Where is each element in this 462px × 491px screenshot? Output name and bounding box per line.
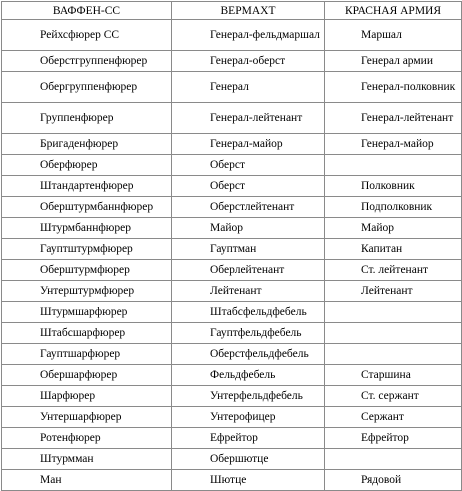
table-row [2, 176, 462, 197]
cell-red-army: Лейтенант [325, 281, 462, 302]
cell-red-army: Ефрейтор [325, 428, 462, 449]
table-row [2, 449, 462, 470]
table-row [2, 470, 462, 491]
cell-waffen-ss: Гауптштурмфюрер [2, 239, 172, 260]
cell-wehrmacht: Генерал-лейтенант [172, 103, 325, 134]
header-red-army: КРАСНАЯ АРМИЯ [325, 2, 462, 20]
cell-red-army: Старшина [325, 365, 462, 386]
cell-waffen-ss: Штандартенфюрер [2, 176, 172, 197]
cell-wehrmacht: Лейтенант [172, 281, 325, 302]
rank-comparison-table [1, 1, 462, 491]
cell-wehrmacht: Майор [172, 218, 325, 239]
table-row [2, 407, 462, 428]
header-waffen-ss: ВАФФЕН-СС [2, 2, 172, 20]
cell-wehrmacht: Оберст [172, 176, 325, 197]
cell-wehrmacht: Гауптман [172, 239, 325, 260]
cell-waffen-ss: Штабсшарфюрер [2, 323, 172, 344]
table-row [2, 51, 462, 72]
cell-wehrmacht: Унтерфельдфебель [172, 386, 325, 407]
table-row [2, 281, 462, 302]
page [1, 1, 462, 491]
cell-red-army: Сержант [325, 407, 462, 428]
cell-waffen-ss: Группенфюрер [2, 103, 172, 134]
cell-wehrmacht: Оберст [172, 155, 325, 176]
cell-wehrmacht: Гауптфельдфебель [172, 323, 325, 344]
cell-red-army: Майор [325, 218, 462, 239]
table-row [2, 155, 462, 176]
table-row [2, 365, 462, 386]
cell-waffen-ss: Обергруппенфюрер [2, 72, 172, 103]
cell-waffen-ss: Штурмман [2, 449, 172, 470]
cell-red-army: Полковник [325, 176, 462, 197]
cell-red-army [325, 449, 462, 470]
cell-waffen-ss: Обершарфюрер [2, 365, 172, 386]
cell-red-army: Генерал-майор [325, 134, 462, 155]
cell-waffen-ss: Гауптшарфюрер [2, 344, 172, 365]
header-wehrmacht: ВЕРМАХТ [172, 2, 325, 20]
cell-red-army [325, 155, 462, 176]
cell-waffen-ss: Штурмшарфюрер [2, 302, 172, 323]
cell-wehrmacht: Генерал-оберст [172, 51, 325, 72]
cell-waffen-ss: Ман [2, 470, 172, 491]
cell-waffen-ss: Бригаденфюрер [2, 134, 172, 155]
cell-red-army: Подполковник [325, 197, 462, 218]
cell-red-army: Генерал армии [325, 51, 462, 72]
cell-red-army [325, 302, 462, 323]
table-row [2, 218, 462, 239]
cell-waffen-ss: Штурмбаннфюрер [2, 218, 172, 239]
cell-waffen-ss: Оберстгруппенфюрер [2, 51, 172, 72]
cell-red-army [325, 344, 462, 365]
table-row [2, 20, 462, 51]
cell-red-army: Ст. сержант [325, 386, 462, 407]
table-row [2, 103, 462, 134]
cell-wehrmacht: Обершютце [172, 449, 325, 470]
table-row [2, 428, 462, 449]
cell-waffen-ss: Шарфюрер [2, 386, 172, 407]
cell-waffen-ss: Ротенфюрер [2, 428, 172, 449]
table-row [2, 134, 462, 155]
cell-red-army: Генерал-лейтенант [325, 103, 462, 134]
table-row [2, 323, 462, 344]
cell-red-army: Рядовой [325, 470, 462, 491]
cell-waffen-ss: Оберштурмбаннфюрер [2, 197, 172, 218]
cell-wehrmacht: Оберлейтенант [172, 260, 325, 281]
cell-wehrmacht: Генерал-майор [172, 134, 325, 155]
header-row [2, 2, 462, 20]
cell-wehrmacht: Генерал-фельдмаршал [172, 20, 325, 51]
table-row [2, 386, 462, 407]
cell-red-army: Ст. лейтенант [325, 260, 462, 281]
cell-wehrmacht: Штабсфельдфебель [172, 302, 325, 323]
cell-wehrmacht: Ефрейтор [172, 428, 325, 449]
cell-waffen-ss: Оберфюрер [2, 155, 172, 176]
cell-red-army: Маршал [325, 20, 462, 51]
table-row [2, 197, 462, 218]
table-row [2, 302, 462, 323]
table-row [2, 344, 462, 365]
cell-waffen-ss: Оберштурмфюрер [2, 260, 172, 281]
cell-waffen-ss: Унтершарфюрер [2, 407, 172, 428]
cell-red-army [325, 323, 462, 344]
cell-waffen-ss: Рейхсфюрер СС [2, 20, 172, 51]
cell-wehrmacht: Фельдфебель [172, 365, 325, 386]
table-row [2, 72, 462, 103]
table-row [2, 260, 462, 281]
cell-red-army: Генерал-полковник [325, 72, 462, 103]
table-row [2, 239, 462, 260]
cell-waffen-ss: Унтерштурмфюрер [2, 281, 172, 302]
cell-wehrmacht: Генерал [172, 72, 325, 103]
cell-red-army: Капитан [325, 239, 462, 260]
cell-wehrmacht: Оберстлейтенант [172, 197, 325, 218]
cell-wehrmacht: Унтерофицер [172, 407, 325, 428]
cell-wehrmacht: Шютце [172, 470, 325, 491]
cell-wehrmacht: Оберстфельдфебель [172, 344, 325, 365]
